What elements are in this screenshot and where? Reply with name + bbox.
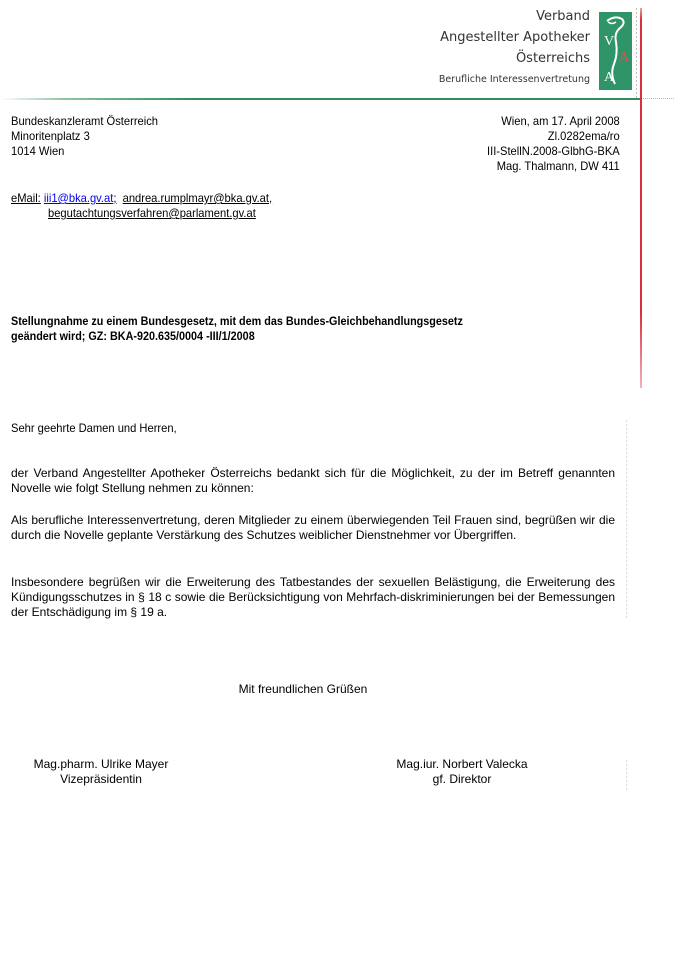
letterhead-rule [0, 98, 641, 100]
signature-left [11, 757, 191, 787]
recipient-address [11, 114, 169, 159]
subject-line1: Stellungnahme zu einem Bundesgesetz, mit dem das Bundes-Gleichbehandlungsgesetz [11, 314, 463, 328]
body-paragraph: der Verband Angestellter Apotheker Österreichs bedankt sich für die Möglichkeit, zu der im Betreff genannten Novelle wie folgt Stellung nehmen zu können: [11, 466, 615, 495]
email-link-iii1[interactable]: iii1@bka.gv.at [43, 191, 114, 205]
closing: Mit freundlichen Grüßen [238, 682, 368, 696]
subject-line2: geändert wird; GZ: BKA-920.635/0004 -III/1/2008 [11, 329, 255, 343]
reference-number: Zl.0282ema/ro [548, 129, 620, 143]
email-label: eMail: [11, 191, 41, 205]
margin-dots [636, 8, 637, 100]
recipient-line: Bundeskanzleramt Österreich [11, 114, 159, 128]
margin-dots [626, 760, 627, 790]
org-tagline: Berufliche Interessenvertretung [438, 74, 590, 85]
email-address-parlament[interactable]: begutachtungsverfahren@parlament.gv.at [48, 206, 256, 220]
signature-right [372, 757, 552, 787]
recipient-line: 1014 Wien [11, 144, 65, 158]
body-paragraph: Als berufliche Interessenvertretung, deren Mitglieder zu einem überwiegenden Teil Frauen sind, begrüßen wir die durch die Novelle geplante Verstärkung des Schutzes weiblicher Dienstnehmer vor Übergriffen. [11, 513, 615, 542]
email-line-2 [48, 206, 256, 221]
signatory-name: Mag.iur. Norbert Valecka [396, 757, 528, 771]
margin-dots [626, 420, 627, 620]
margin-rule [640, 8, 642, 388]
letterhead-rule-extension [641, 98, 674, 99]
org-name-line2: Angestellter Apotheker [440, 30, 590, 45]
signatory-name: Mag.pharm. Ulrike Mayer [33, 757, 169, 771]
logo-letter-a: A [604, 70, 615, 85]
signatory-title: gf. Direktor [432, 772, 492, 786]
recipient-line: Minoritenplatz 3 [11, 129, 90, 143]
salutation: Sehr geehrte Damen und Herren, [11, 421, 177, 435]
reference-code: III-StellN.2008-GlbhG-BKA [487, 144, 620, 158]
logo-letter-v: V [604, 34, 615, 49]
contact-line: Mag. Thalmann, DW 411 [496, 159, 620, 173]
org-name-line3: Österreichs [515, 51, 590, 66]
date-line: Wien, am 17. April 2008 [501, 114, 620, 128]
org-name-line1: Verband [536, 9, 590, 24]
letterhead [420, 6, 590, 87]
body-paragraph: Insbesondere begrüßen wir die Erweiterung des Tatbestandes der sexuellen Belästigung, die Erweiterung des Kündigungsschutzes in § 18 c sowie die Berücksichtigung von Mehrfach-diskriminierungen bei der Bemessungen der Entschädigung im § 19 a. [11, 575, 615, 619]
email-line [11, 191, 272, 206]
org-logo [599, 12, 632, 90]
logo-letter-a-red: A [619, 50, 630, 65]
reference-block [477, 114, 620, 174]
subject [11, 314, 513, 344]
email-address-rumplmayr[interactable]: andrea.rumplmayr@bka.gv.at, [122, 191, 273, 205]
signatory-title: Vizepräsidentin [60, 772, 142, 786]
email-separator: ; [113, 191, 117, 205]
